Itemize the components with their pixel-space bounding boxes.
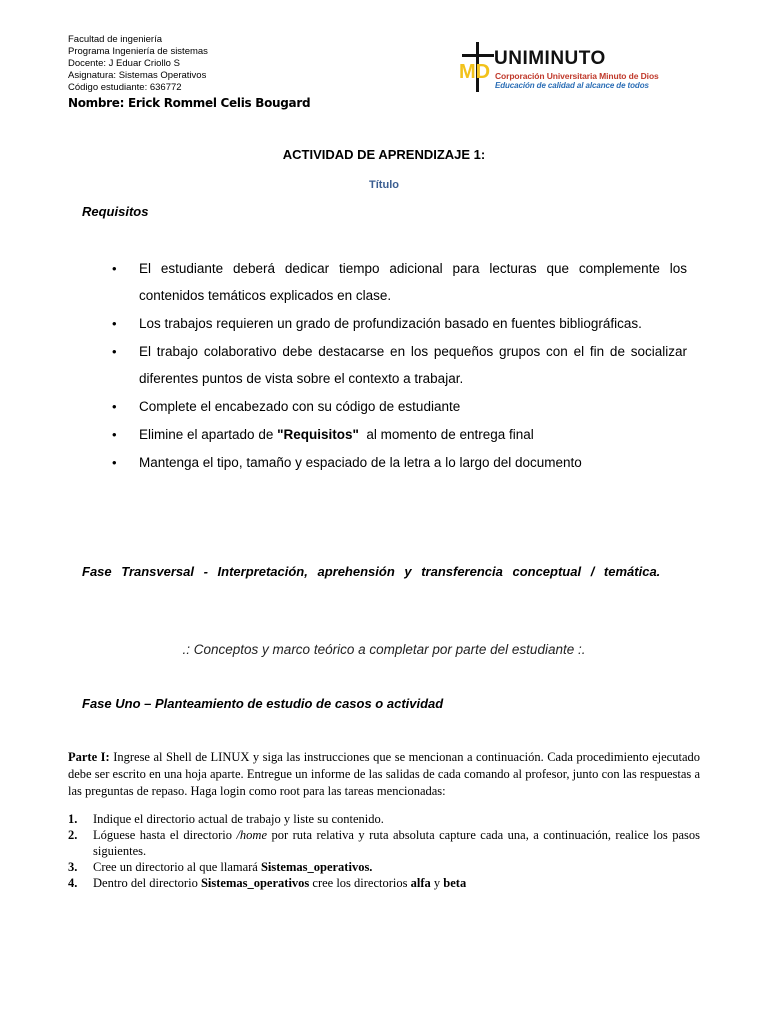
list-item: • El trabajo colaborativo debe destacarse en los pequeños grupos con el fin de socializar diferentes puntos de vista sobre el contexto a trabajar. — [112, 338, 687, 392]
phase-one-heading: Fase Uno – Planteamiento de estudio de casos o actividad — [82, 696, 444, 711]
faculty-line: Facultad de ingeniería — [68, 34, 163, 45]
steps-list — [68, 811, 700, 891]
teacher-line: Docente: J Eduar Criollo S — [68, 58, 180, 69]
requirements-list — [112, 255, 687, 477]
bullet-icon: • — [112, 344, 117, 359]
logo-mark-icon — [458, 40, 498, 94]
requirements-emphasis: "Requisitos" — [277, 427, 359, 442]
list-item: 1. Indique el directorio actual de trabajo y liste su contenido. — [68, 812, 384, 826]
list-item: 2. Lóguese hasta el directorio /home por ruta relativa y ruta absoluta capture cada una, a continuación, realice los pasos siguientes. — [68, 828, 700, 858]
bullet-icon: • — [112, 455, 117, 470]
student-code-line: Código estudiante: 636772 — [68, 82, 182, 93]
concepts-note: .: Conceptos y marco teórico a completar por parte del estudiante :. — [182, 642, 586, 657]
list-item: • El estudiante deberá dedicar tiempo adicional para lecturas que complemente los contenidos temáticos explicados en clase. — [112, 255, 687, 309]
student-name: Nombre: Erick Rommel Celis Bougard — [68, 96, 311, 110]
bullet-icon: • — [112, 427, 117, 442]
document-subtitle: Título — [369, 179, 399, 191]
part-one-label: Parte I: — [68, 750, 110, 764]
logo-corporation: Corporación Universitaria Minuto de Dios — [495, 71, 659, 81]
program-line: Programa Ingeniería de sistemas — [68, 46, 208, 57]
list-item: • Los trabajos requieren un grado de profundización basado en fuentes bibliográficas. — [112, 310, 687, 337]
uniminuto-logo — [458, 40, 668, 94]
list-item: • Complete el encabezado con su código de estudiante — [112, 393, 687, 420]
logo-monogram: MD — [459, 61, 491, 83]
bullet-icon: • — [112, 261, 117, 276]
list-item: • Elimine el apartado de "Requisitos" al momento de entrega final — [112, 421, 687, 448]
document-header — [68, 34, 208, 94]
list-item: 4. Dentro del directorio Sistemas_operativos cree los directorios alfa y beta — [68, 876, 467, 890]
bullet-icon: • — [112, 316, 117, 331]
list-item: • Mantenga el tipo, tamaño y espaciado de la letra a lo largo del documento — [112, 449, 687, 476]
logo-brand: UNIMINUTO — [494, 48, 606, 69]
logo-slogan: Educación de calidad al alcance de todos — [495, 81, 649, 90]
part-one-paragraph: Parte I: Ingrese al Shell de LINUX y siga las instrucciones que se mencionan a continuación. Cada procedimiento ejecutado debe ser escrito en una hoja aparte. Entregue un informe de las salidas de cada comando al profesor, junto con las respuestas a las preguntas de repaso. Haga login como root para las tareas mencionadas: — [68, 750, 701, 798]
bullet-icon: • — [112, 399, 117, 414]
activity-title: ACTIVIDAD DE APRENDIZAJE 1: — [282, 147, 486, 162]
list-item: 3. Cree un directorio al que llamará Sistemas_operativos. — [68, 860, 373, 874]
phase-transversal-heading: Fase Transversal - Interpretación, aprehensión y transferencia conceptual / temática. — [82, 564, 661, 579]
requirements-heading: Requisitos — [82, 204, 149, 219]
subject-line: Asignatura: Sistemas Operativos — [68, 70, 207, 81]
